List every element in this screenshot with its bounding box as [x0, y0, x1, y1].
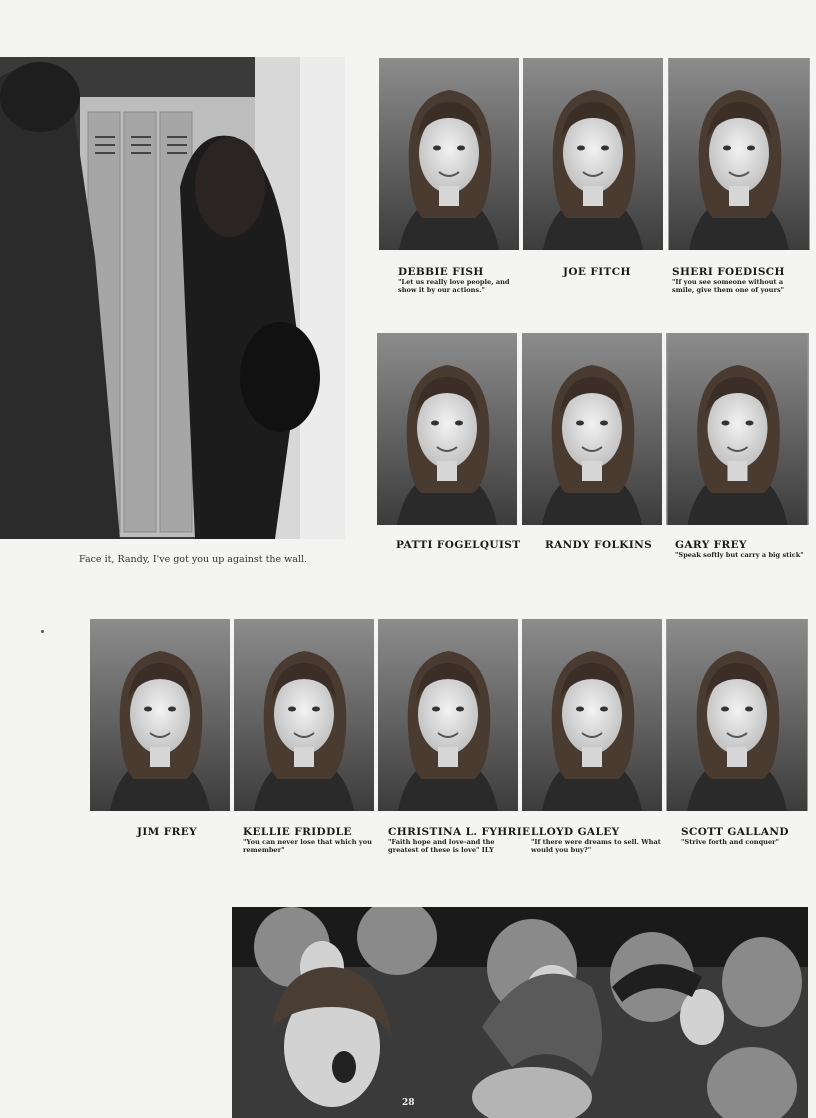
student-name: PATTI FOGELQUIST: [396, 539, 521, 551]
student-quote: "Speak softly but carry a big stick": [675, 551, 804, 559]
student-name: DEBBIE FISH: [398, 266, 484, 278]
student-quote: "Strive forth and conquer": [681, 838, 780, 846]
page-number: 28: [402, 1098, 415, 1108]
student-name: JIM FREY: [137, 826, 198, 838]
student-quote: "If there were dreams to sell. What would you buy?": [531, 838, 661, 854]
student-quote: "Faith hope and love-and the greatest of these is love" ILY: [388, 838, 495, 854]
portrait-kellie-friddle: [234, 619, 374, 811]
portrait-randy-folkins: [522, 333, 662, 525]
student-name: GARY FREY: [675, 539, 747, 551]
student-name: JOE FITCH: [563, 266, 631, 278]
page-speck: [41, 630, 44, 633]
portrait-debbie-fish: [379, 58, 519, 250]
candid-locker-photo: [0, 57, 345, 539]
portrait-gary-frey: [666, 333, 809, 525]
student-quote: "If you see someone without a smile, give them one of yours": [672, 278, 785, 294]
portrait-lloyd-galey: [522, 619, 662, 811]
photo-caption: Face it, Randy, I've got you up against the wall.: [79, 554, 308, 565]
student-name: SHERI FOEDISCH: [672, 266, 785, 278]
crowd-photo: [232, 907, 808, 1118]
student-name: CHRISTINA L. FYHRIE: [388, 826, 531, 838]
portrait-joe-fitch: [523, 58, 663, 250]
student-name: RANDY FOLKINS: [545, 539, 653, 551]
portrait-scott-galland: [666, 619, 808, 811]
student-name: SCOTT GALLAND: [681, 826, 789, 838]
portrait-christina-fyhrie: [378, 619, 518, 811]
portrait-jim-frey: [90, 619, 230, 811]
portrait-patti-fogelquist: [377, 333, 517, 525]
student-name: LLOYD GALEY: [531, 826, 620, 838]
student-quote: "Let us really love people, and show it by our actions.": [398, 278, 510, 294]
student-quote: "You can never lose that which you remember": [243, 838, 372, 854]
portrait-sheri-foedisch: [668, 58, 810, 250]
student-name: KELLIE FRIDDLE: [243, 826, 352, 838]
